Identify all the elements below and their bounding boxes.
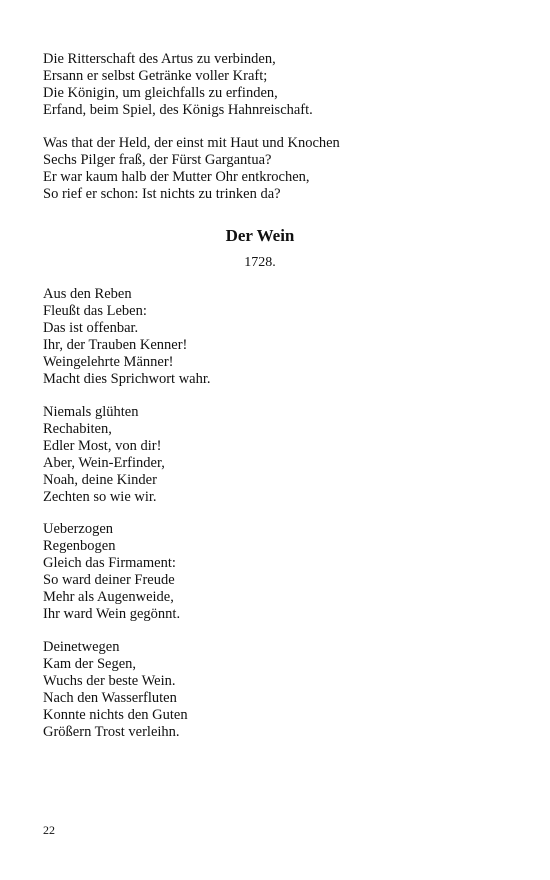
poem-line: Zechten so wie wir. [43, 489, 157, 505]
poem-stanza-2 [43, 404, 165, 506]
poem-line: Erfand, beim Spiel, des Königs Hahnreischaft. [43, 102, 313, 118]
poem-line: Konnte nichts den Guten [43, 707, 188, 723]
poem-line: Ihr, der Trauben Kenner! [43, 337, 188, 353]
poem-line: Rechabiten, [43, 421, 112, 437]
poem-line: Kam der Segen, [43, 656, 137, 672]
poem-title: Der Wein [225, 226, 295, 245]
poem-line: Fleußt das Leben: [43, 303, 147, 319]
poem-line: Aber, Wein-Erfinder, [43, 455, 165, 471]
poem-line: Nach den Wasserfluten [43, 690, 177, 706]
poem-line: Edler Most, von dir! [43, 438, 162, 454]
poem-line: Die Königin, um gleichfalls zu erfinden, [43, 85, 278, 101]
poem-line: Die Ritterschaft des Artus zu verbinden, [43, 51, 276, 67]
poem-line: Ueberzogen [43, 521, 114, 537]
poem-line: Weingelehrte Männer! [43, 354, 174, 370]
poem-stanza-1 [43, 286, 211, 388]
poem-line: Ersann er selbst Getränke voller Kraft; [43, 68, 268, 84]
intro-stanza-1 [43, 51, 313, 119]
poem-line: So rief er schon: Ist nichts zu trinken da? [43, 186, 281, 202]
poem-line: Aus den Reben [43, 286, 132, 302]
poem-line: Regenbogen [43, 538, 116, 554]
intro-stanza-2 [43, 135, 340, 203]
poem-line: Niemals glühten [43, 404, 139, 420]
poem-line: Größern Trost verleihn. [43, 724, 180, 740]
poem-line: Noah, deine Kinder [43, 472, 157, 488]
page-number: 22 [43, 823, 55, 837]
poem-line: Gleich das Firmament: [43, 555, 176, 571]
poem-line: Macht dies Sprichwort wahr. [43, 371, 211, 387]
poem-line: Sechs Pilger fraß, der Fürst Gargantua? [43, 152, 272, 168]
poem-line: Er war kaum halb der Mutter Ohr entkrochen, [43, 169, 310, 185]
poem-stanza-4 [43, 639, 188, 741]
poem-line: Deinetwegen [43, 639, 120, 655]
poem-line: Mehr als Augenweide, [43, 589, 174, 605]
poem-line: Das ist offenbar. [43, 320, 139, 336]
poem-year: 1728. [244, 255, 276, 270]
poem-line: Was that der Held, der einst mit Haut und Knochen [43, 135, 340, 151]
poem-line: So ward deiner Freude [43, 572, 175, 588]
poem-line: Ihr ward Wein gegönnt. [43, 606, 181, 622]
poem-line: Wuchs der beste Wein. [43, 673, 176, 689]
poem-stanza-3 [43, 521, 180, 623]
